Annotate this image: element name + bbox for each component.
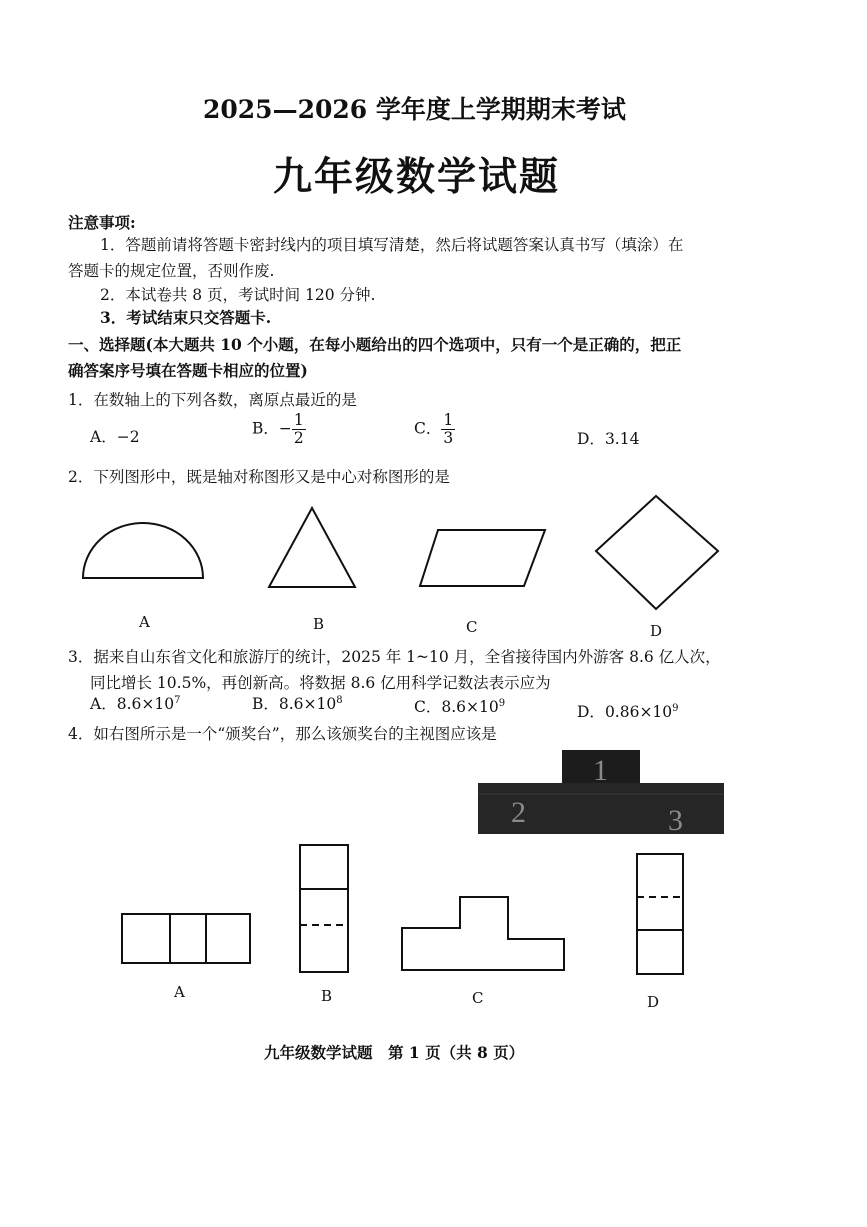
question-1-option-c xyxy=(414,412,455,447)
option-c-exponent: 9 xyxy=(498,697,506,709)
paper-title: 九年级数学试题 xyxy=(273,154,561,200)
option-c-label: C． xyxy=(414,419,442,438)
fraction-numerator: 1 xyxy=(293,411,304,429)
question-1-option-d xyxy=(577,427,639,449)
option-b-sign: − xyxy=(278,419,292,438)
view-label-d: D xyxy=(647,993,660,1011)
figure-label-c: C xyxy=(466,618,478,636)
page-footer: 九年级数学试题 第 1 页（共 8 页） xyxy=(264,1043,525,1062)
option-d-label: D． xyxy=(577,430,605,448)
fraction-denominator: 3 xyxy=(443,429,454,448)
parallelogram-figure xyxy=(418,527,548,590)
view-option-a-figure xyxy=(120,912,255,966)
question-3-option-c xyxy=(414,695,505,717)
podium-number-3: 3 xyxy=(668,804,683,837)
triangle-figure xyxy=(265,505,360,590)
option-a-exponent: 7 xyxy=(174,694,181,706)
view-label-b: B xyxy=(321,987,333,1005)
figure-label-b: B xyxy=(313,615,325,633)
notes-item-1-line-2: 答题卡的规定位置，否则作废. xyxy=(68,262,275,280)
question-3-line-2: 同比增长 10.5%，再创新高。将数据 8.6 亿用科学记数法表示应为 xyxy=(90,674,551,692)
figure-label-d: D xyxy=(650,622,663,640)
option-b-exponent: 8 xyxy=(336,694,343,706)
notes-item-2: 2．本试卷共 8 页，考试时间 120 分钟. xyxy=(100,286,376,304)
fraction-denominator: 2 xyxy=(293,429,304,448)
question-3-option-d xyxy=(577,700,679,722)
view-label-c: C xyxy=(472,989,484,1007)
question-2-stem: 2．下列图形中，既是轴对称图形又是中心对称图形的是 xyxy=(68,468,450,486)
view-option-c-figure xyxy=(400,895,568,973)
question-4-stem: 4．如右图所示是一个“颁奖台”，那么该颁奖台的主视图应该是 xyxy=(68,725,497,743)
question-3-option-a xyxy=(90,692,180,714)
view-label-a: A xyxy=(174,983,185,1001)
option-b-fraction xyxy=(292,412,306,447)
section-heading-line-1: 一、选择题(本大题共 10 个小题，在每小题给出的四个选项中，只有一个是正确的，把正 xyxy=(68,335,682,354)
option-d-value: 3.14 xyxy=(604,430,640,448)
figure-label-a: A xyxy=(139,613,150,631)
exam-title: 2025—2026 学年度上学期期末考试 xyxy=(203,95,626,124)
option-c-label: C． xyxy=(414,698,442,716)
option-a-value: −2 xyxy=(116,428,140,446)
option-a-label: A． xyxy=(90,428,117,446)
semicircle-figure xyxy=(80,520,210,582)
question-3-option-b xyxy=(252,692,343,714)
rhombus-figure xyxy=(593,493,721,613)
option-b-label: B． xyxy=(252,419,279,438)
question-1-stem: 1．在数轴上的下列各数，离原点最近的是 xyxy=(68,391,357,409)
podium-number-2: 2 xyxy=(511,796,526,829)
option-a-base: 8.6×10 xyxy=(116,695,175,713)
view-option-b-figure xyxy=(298,843,352,975)
option-a-label: A． xyxy=(90,695,117,713)
notes-heading: 注意事项: xyxy=(68,213,136,232)
section-heading-line-2: 确答案序号填在答题卡相应的位置) xyxy=(68,361,308,380)
question-3-line-1: 3．据来自山东省文化和旅游厅的统计，2025 年 1~10 月，全省接待国内外游客 8.6 亿人次， xyxy=(68,648,721,666)
option-d-base: 0.86×10 xyxy=(604,703,673,721)
option-b-base: 8.6×10 xyxy=(278,695,337,713)
question-1-option-a xyxy=(90,425,140,447)
question-1-option-b xyxy=(252,412,306,447)
option-c-base: 8.6×10 xyxy=(441,698,499,716)
podium-photo xyxy=(478,750,728,836)
notes-item-1-line-1: 1．答题前请将答题卡密封线内的项目填写清楚，然后将试题答案认真书写（填涂）在 xyxy=(100,236,684,254)
podium-number-1: 1 xyxy=(593,754,608,787)
fraction-numerator: 1 xyxy=(443,411,454,429)
option-d-exponent: 9 xyxy=(672,702,679,714)
option-c-fraction xyxy=(441,412,455,447)
option-b-label: B． xyxy=(252,695,279,713)
view-option-d-figure xyxy=(635,852,687,977)
notes-item-3: 3．考试结束只交答题卡. xyxy=(100,308,272,327)
option-d-label: D． xyxy=(577,703,605,721)
